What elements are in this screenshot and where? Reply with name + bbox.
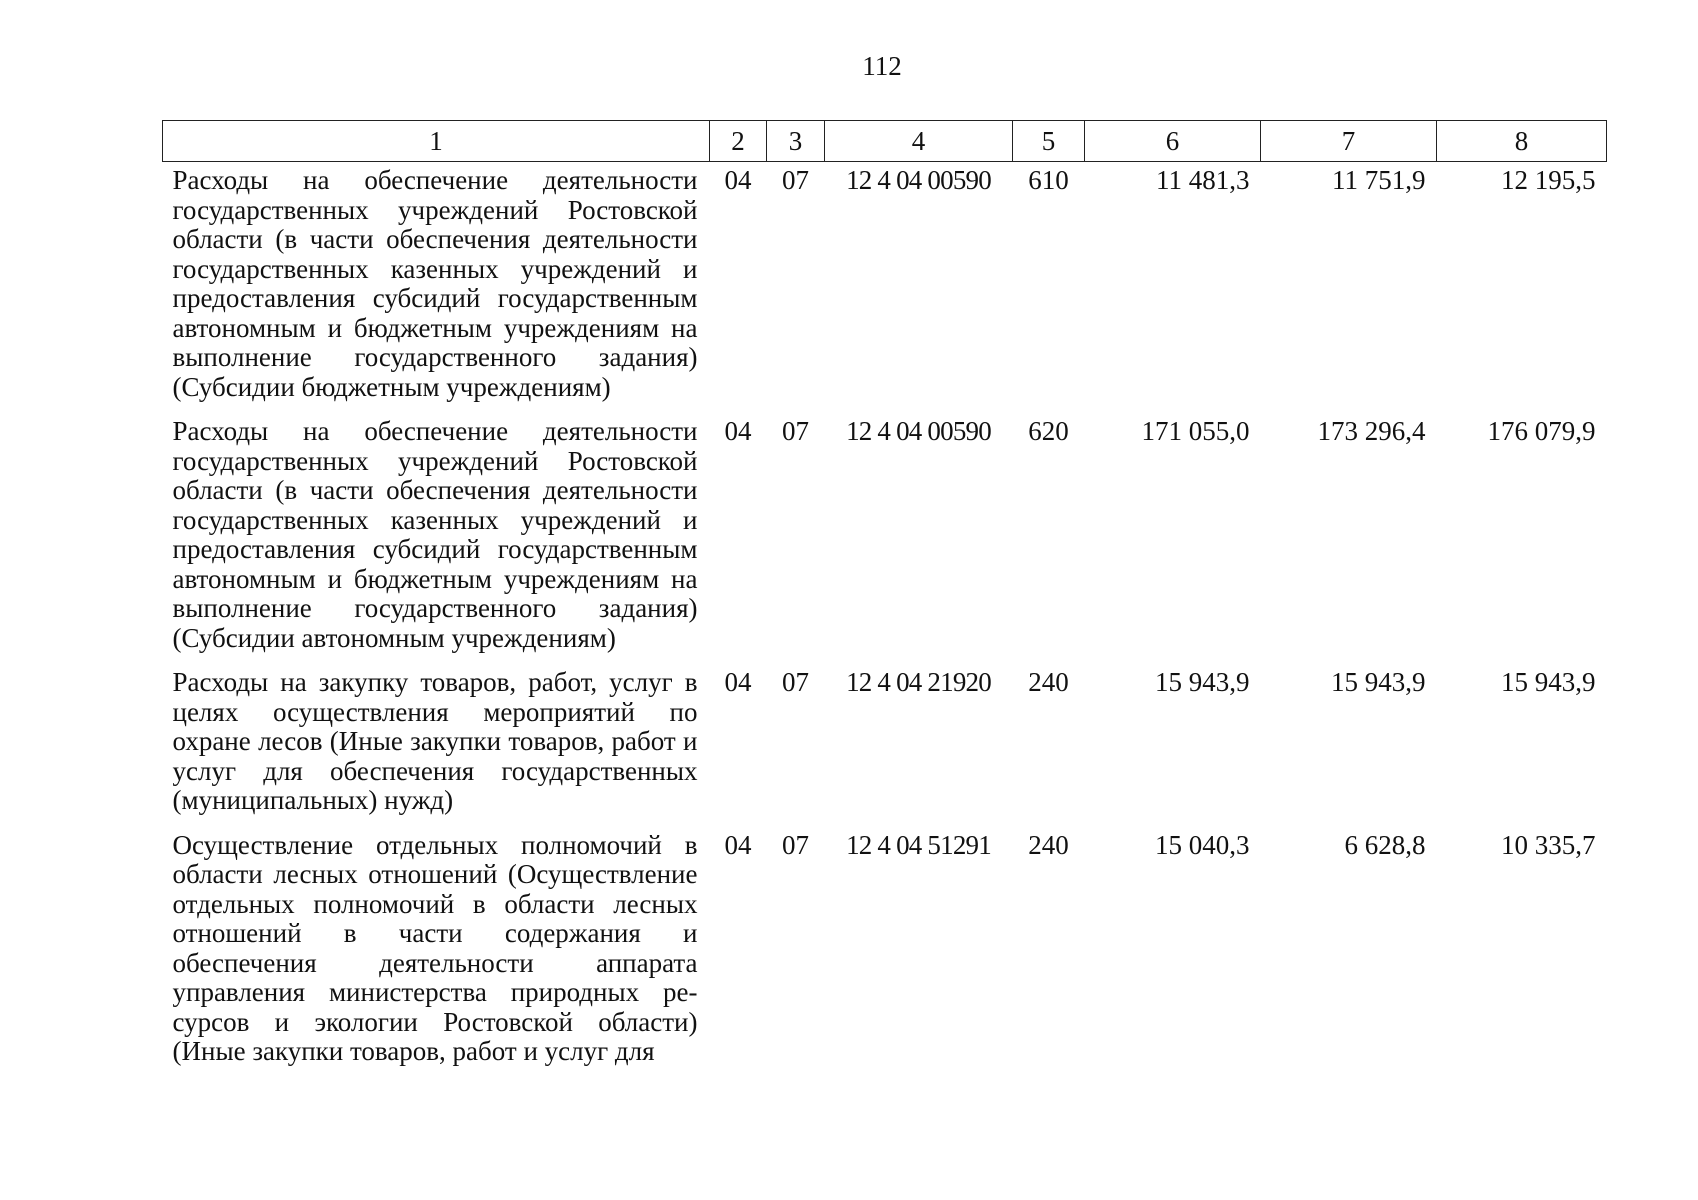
- row-description: Осуществление отдельных полномочий в области лесных отношений (Осуществление отдельных полномочий в области лесных отношений в части содержания и обеспечения деятельности аппарата управления министерства природных ресурсов и экологии Ростовской области) (Иные закупки товаров, работ и услуг для: [172, 829, 698, 1066]
- row-section-code: 04: [724, 667, 752, 697]
- budget-table: [162, 120, 1607, 1078]
- row-amount-col7: 6 628,8: [1344, 829, 1426, 860]
- row-target-article: 12 4 04 51291: [846, 829, 991, 860]
- row-amount-col7: 11 751,9: [1332, 165, 1426, 195]
- table-body: [163, 162, 1607, 1078]
- row-expense-type: 610: [1028, 165, 1069, 195]
- row-section-code: 04: [724, 165, 752, 195]
- row-amount-col7: 173 296,4: [1317, 416, 1426, 446]
- row-expense-type: 240: [1028, 667, 1069, 697]
- row-amount-col8: 10 335,7: [1501, 829, 1596, 860]
- row-description: Расходы на обеспечение деятельности государственных учреждений Ростовской области (в части обеспечения деятельности государственных казенных учреждений и предоставления субсидий государственным автономным и бюджетным учреждениям на выполнение государственного задания) (Субсидии бюджетным учреждениям): [172, 165, 698, 402]
- column-header-7: 7: [1261, 121, 1437, 162]
- row-description: Расходы на обеспечение деятельности государственных учреждений Ростовской области (в части обеспечения деятельности государственных казенных учреждений и предоставления субсидий государственным автономным и бюджетным учреждениям на выполнение государственного задания) (Субсидии автономным учреждениям): [172, 416, 698, 653]
- row-amount-col7: 15 943,9: [1331, 667, 1426, 697]
- table-row: [163, 413, 1607, 664]
- table-row: [163, 162, 1607, 414]
- row-expense-type: 620: [1028, 416, 1069, 446]
- table-row: [163, 827, 1607, 1078]
- table-row: [163, 664, 1607, 827]
- row-target-article: 12 4 04 21920: [846, 667, 991, 697]
- row-amount-col6: 15 040,3: [1155, 829, 1250, 860]
- row-subsection-code: 07: [782, 667, 809, 697]
- row-subsection-code: 07: [782, 829, 809, 860]
- header-row: [163, 121, 1607, 162]
- row-amount-col8: 12 195,5: [1501, 165, 1596, 195]
- row-subsection-code: 07: [782, 165, 809, 195]
- row-amount-col6: 11 481,3: [1156, 165, 1250, 195]
- column-header-2: 2: [710, 121, 767, 162]
- column-header-1: 1: [163, 121, 710, 162]
- column-header-4: 4: [825, 121, 1013, 162]
- row-section-code: 04: [724, 416, 752, 446]
- table-header: [163, 121, 1607, 162]
- page-number: 112: [862, 51, 902, 81]
- row-amount-col8: 176 079,9: [1487, 416, 1596, 446]
- row-description: Расходы на закупку товаров, работ, услуг в целях осуществления мероприятий по охране лесов (Иные закупки товаров, работ и услуг для обеспечения государственных (муниципальных) нужд): [172, 667, 698, 815]
- row-amount-col6: 15 943,9: [1155, 667, 1250, 697]
- row-target-article: 12 4 04 00590: [846, 416, 991, 446]
- row-expense-type: 240: [1028, 829, 1069, 860]
- row-section-code: 04: [724, 829, 752, 860]
- row-target-article: 12 4 04 00590: [846, 165, 991, 195]
- column-header-5: 5: [1013, 121, 1085, 162]
- row-amount-col8: 15 943,9: [1501, 667, 1596, 697]
- column-header-6: 6: [1085, 121, 1261, 162]
- column-header-8: 8: [1437, 121, 1607, 162]
- column-header-3: 3: [767, 121, 825, 162]
- row-subsection-code: 07: [782, 416, 809, 446]
- row-amount-col6: 171 055,0: [1141, 416, 1250, 446]
